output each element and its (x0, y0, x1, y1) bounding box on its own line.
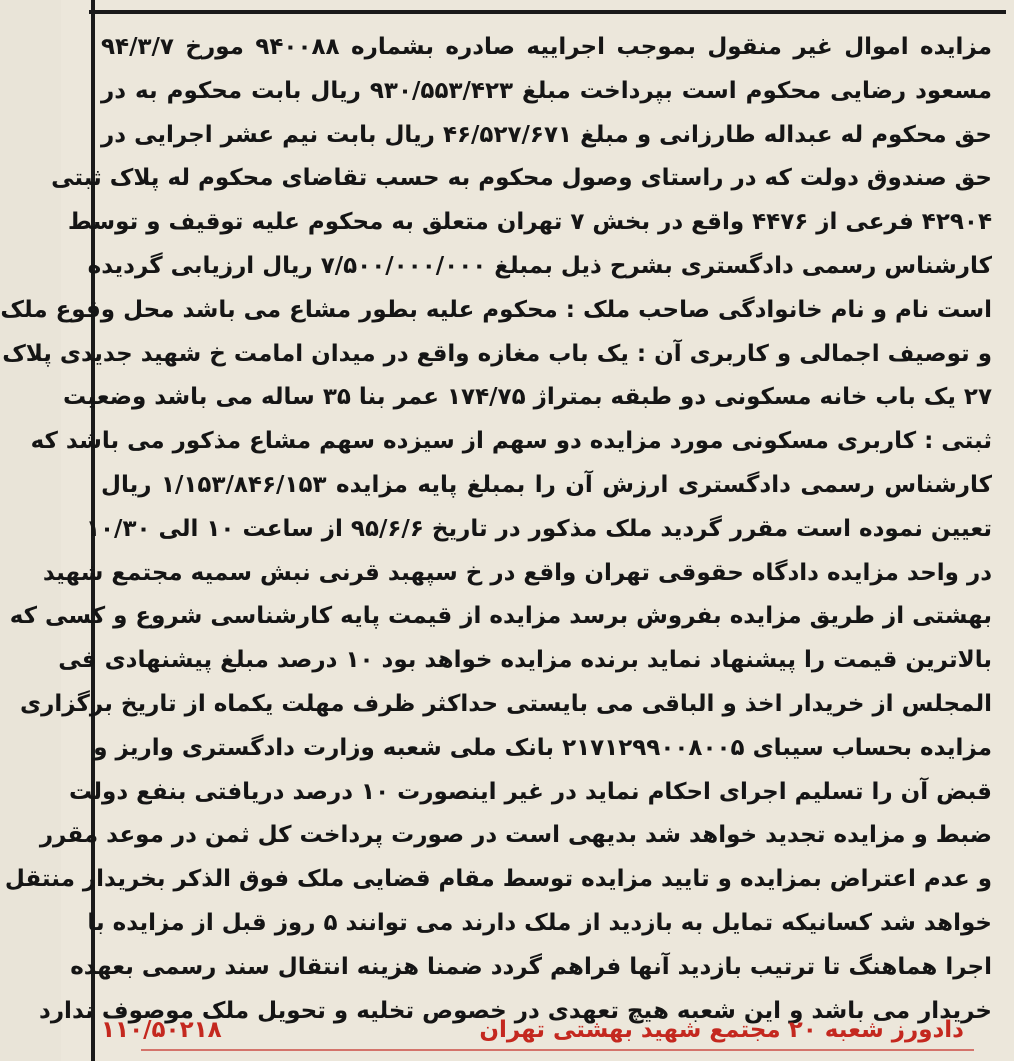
notice-line: مسعود رضایی محکوم است بپرداخت مبلغ ۹۳۰/۵۵۳/۴۲۳ ریال بابت محکوم به در (101, 77, 992, 104)
notice-line: ۲۷ یک باب خانه مسکونی دو طبقه بمتراژ ۱۷۴/۷۵ عمر بنا ۳۵ ساله می باشد وضعیت (63, 384, 992, 411)
notice-line: است نام و نام خانوادگی صاحب ملک : محکوم علیه بطور مشاع می باشد محل وقوع ملک (0, 296, 992, 323)
notice-line: حق صندوق دولت که در راستای وصول محکوم به حسب تقاضای محکوم له پلاک ثبتی (51, 165, 992, 192)
notice-line: و عدم اعتراض بمزایده و تایید مزایده توسط مقام قضایی ملک فوق الذکر بخریدار منتقل (4, 866, 992, 893)
auction-notice-body (0, 26, 992, 1033)
notice-footer (101, 1008, 964, 1052)
notice-line: مزایده اموال غیر منقول بموجب اجراییه صادره بشماره ۹۴۰۰۸۸ مورخ ۹۴/۳/۷ (101, 34, 992, 60)
reference-number: ۱۱۰/۵۰۲۱۸ (101, 1017, 222, 1043)
notice-line: کارشناس رسمی دادگستری ارزش آن را بمبلغ پایه مزایده ۱/۱۵۳/۸۴۶/۱۵۳ ریال (101, 471, 992, 498)
notice-line: کارشناس رسمی دادگستری بشرح ذیل بمبلغ ۷/۵۰۰/۰۰۰/۰۰۰ ریال ارزیابی گردیده (87, 252, 992, 279)
top-border (89, 0, 1006, 14)
notice-line: مزایده بحساب سیبای ۲۱۷۱۲۹۹۰۰۸۰۰۵ بانک ملی شعبه وزارت دادگستری واریز و (93, 734, 992, 761)
footer-underline (141, 1049, 974, 1051)
notice-line: بهشتی از طریق مزایده بفروش برسد مزایده از قیمت پایه کارشناسی شروع و کسی که (9, 603, 992, 630)
notice-line: قبض آن را تسلیم اجرای احکام نماید در غیر اینصورت ۱۰ درصد دریافتی بنفع دولت (69, 778, 992, 805)
notice-line: در واحد مزایده دادگاه حقوقی تهران واقع در خ سپهبد قرنی نبش سمیه مجتمع شهید (42, 559, 992, 586)
notice-line: بالاترین قیمت را پیشنهاد نماید برنده مزایده خواهد بود ۱۰ درصد مبلغ پیشنهادی فی (58, 647, 992, 674)
notice-line: اجرا هماهنگ تا ترتیب بازدید آنها فراهم گردد ضمنا هزینه انتقال سند رسمی بعهده (70, 953, 992, 980)
notice-line: حق محکوم له عبداله طارزانی و مبلغ ۴۶/۵۲۷/۶۷۱ ریال بابت نیم عشر اجرایی در (101, 121, 992, 148)
notice-line: خواهد شد کسانیکه تمایل به بازدید از ملک دارند می توانند ۵ روز قبل از مزایده با (87, 909, 992, 936)
notice-line: ۴۲۹۰۴ فرعی از ۴۴۷۶ واقع در بخش ۷ تهران متعلق به محکوم علیه توقیف و توسط (67, 209, 992, 236)
notice-line: خریدار می باشد و این شعبه هیچ تعهدی در خصوص تخلیه و تحویل ملک موصوف ندارد (39, 997, 992, 1024)
signature: دادورز شعبه ۲۰ مجتمع شهید بهشتی تهران (479, 1017, 964, 1043)
notice-line: و توصیف اجمالی و کاربری آن : یک باب مغازه واقع در میدان امامت خ شهید جدیدی پلاک (2, 340, 992, 367)
notice-line: ثبتی : کاربری مسکونی مورد مزایده دو سهم از سیزده سهم مشاع مذکور می باشد که (30, 428, 992, 455)
notice-line: تعیین نموده است مقرر گردید ملک مذکور در تاریخ ۹۵/۶/۶ از ساعت ۱۰ الی ۱۰/۳۰ (85, 515, 992, 542)
notice-line: المجلس از خریدار اخذ و الباقی می بایستی حداکثر ظرف مهلت یکماه از تاریخ برگزاری (20, 690, 992, 717)
notice-line: ضبط و مزایده تجدید خواهد شد بدیهی است در صورت پرداخت کل ثمن در موعد مقرر (39, 822, 992, 849)
